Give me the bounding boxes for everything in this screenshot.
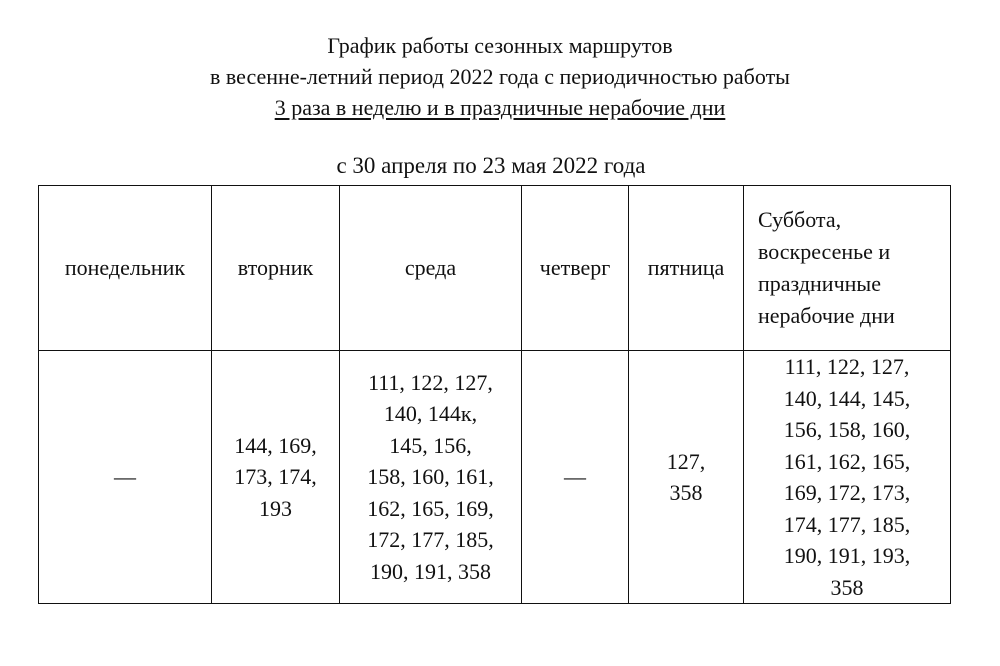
title-line-1: График работы сезонных маршрутов — [327, 33, 673, 58]
cell-weekend-holidays-routes: 111, 122, 127, 140, 144, 145, 156, 158, 160, 161, 162, 165, 169, 172, 173, 174, 177, 185, 190, 191, 193, 358 — [744, 351, 951, 604]
column-header-weekend-holidays: Суббота, воскресенье и праздничные нерабочие дни — [744, 186, 951, 351]
schedule-table — [38, 185, 951, 604]
cell-monday-routes: — — [39, 351, 212, 604]
column-header-monday: понедельник — [39, 186, 212, 351]
table-row — [39, 351, 951, 604]
schedule-period: с 30 апреля по 23 мая 2022 года — [336, 153, 646, 178]
document-title — [0, 30, 1000, 123]
title-line-3: 3 раза в неделю и в праздничные нерабочие дни — [274, 95, 726, 120]
column-header-friday: пятница — [629, 186, 744, 351]
cell-wednesday-routes: 111, 122, 127, 140, 144к, 145, 156, 158, 160, 161, 162, 165, 169, 172, 177, 185, 190, 191, 358 — [340, 351, 522, 604]
column-header-thursday: четверг — [522, 186, 629, 351]
cell-friday-routes: 127, 358 — [629, 351, 744, 604]
table-header-row — [39, 186, 951, 351]
cell-thursday-routes: — — [522, 351, 629, 604]
title-line-2: в весенне-летний период 2022 года с периодичностью работы — [210, 64, 790, 89]
column-header-tuesday: вторник — [212, 186, 340, 351]
column-header-wednesday: среда — [340, 186, 522, 351]
cell-tuesday-routes: 144, 169, 173, 174, 193 — [212, 351, 340, 604]
